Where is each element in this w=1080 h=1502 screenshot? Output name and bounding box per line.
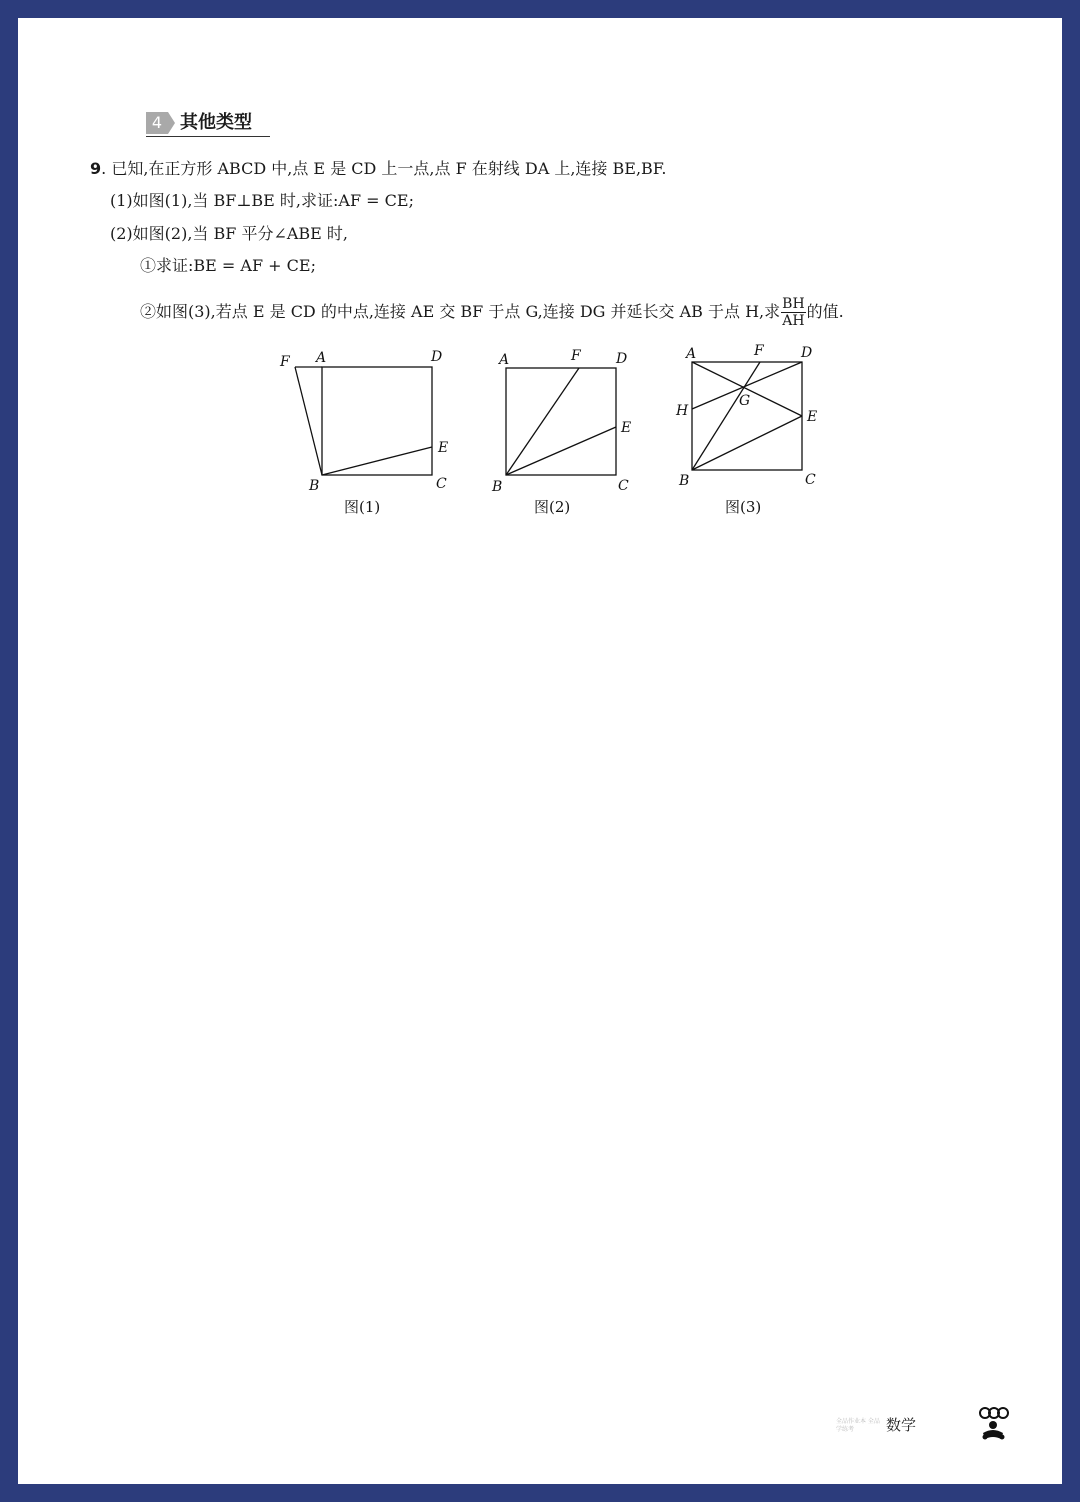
figure-2-caption: 图(2): [534, 498, 571, 516]
figure-1-label-c: C: [436, 476, 447, 492]
section-number: 4: [146, 112, 168, 134]
fraction-denominator: AH: [782, 313, 805, 329]
figure-2-square: [506, 368, 616, 475]
section-title: 其他类型: [180, 112, 252, 133]
part-2: (2)如图(2),当 BF 平分∠ABE 时,: [110, 224, 349, 243]
figure-3-label-e: E: [807, 409, 818, 425]
part-1: (1)如图(1),当 BF⊥BE 时,求证:AF = CE;: [110, 191, 414, 210]
figure-3-label-h: H: [676, 403, 689, 419]
figure-3-caption: 图(3): [725, 498, 762, 516]
figure-1-label-b: B: [309, 478, 320, 494]
footer-brand-text: 全品作业本 全品学练考: [836, 1418, 880, 1433]
figure-2-label-d: D: [616, 351, 628, 367]
figure-3-label-a: A: [686, 346, 697, 362]
figure-1-label-f: F: [280, 354, 290, 370]
fraction-numerator: BH: [782, 296, 805, 312]
figure-2-label-c: C: [618, 478, 629, 494]
figure-1-label-e: E: [438, 440, 449, 456]
page: [18, 18, 1062, 1484]
figure-2-label-e: E: [621, 420, 632, 436]
figure-2: [506, 368, 616, 475]
figure-3-square: [692, 362, 802, 470]
footer-subject: 数学: [886, 1416, 917, 1434]
figure-2-label-b: B: [492, 479, 503, 495]
mascot-logo-icon: [976, 1406, 1010, 1442]
stem-text: . 已知,在正方形 ABCD 中,点 E 是 CD 上一点,点 F 在射线 DA 上,连接 BE,BF.: [101, 159, 667, 178]
figure-3-label-g: G: [739, 393, 751, 409]
figure-1-caption: 图(1): [344, 498, 381, 516]
figure-3-label-d: D: [801, 345, 813, 361]
figure-3-label-c: C: [805, 472, 816, 488]
figure-2-label-a: A: [499, 352, 510, 368]
figure-1-square: [322, 367, 432, 475]
part-2-2-text: ②如图(3),若点 E 是 CD 的中点,连接 AE 交 BF 于点 G,连接 DG 并延长交 AB 于点 H,求: [140, 302, 781, 321]
figure-1-segment-be: [322, 447, 432, 475]
part-2-1: ①求证:BE = AF + CE;: [140, 256, 316, 275]
part-2-2-tail: 的值.: [806, 302, 844, 321]
question-number: 9: [90, 159, 102, 178]
figure-3-label-b: B: [679, 473, 690, 489]
figure-1-label-d: D: [431, 349, 443, 365]
figure-3: [692, 362, 802, 470]
figure-2-label-f: F: [571, 348, 581, 364]
figure-1-segment-bf: [295, 367, 322, 475]
figure-3-label-f: F: [754, 343, 764, 359]
figure-1: [295, 367, 432, 475]
figure-1-label-a: A: [316, 350, 327, 366]
figures: [18, 18, 1062, 538]
